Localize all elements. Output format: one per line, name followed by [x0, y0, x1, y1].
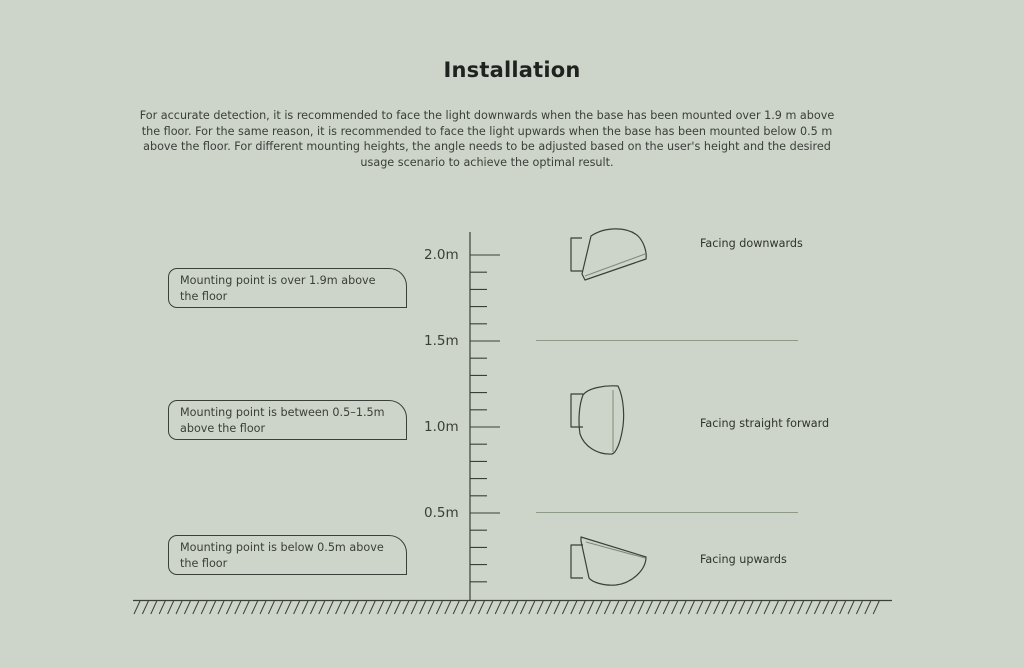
- page-title: Installation: [443, 58, 581, 82]
- floor-hatch-line: [529, 601, 535, 614]
- floor-hatch-line: [588, 601, 594, 614]
- floor-hatch-line: [193, 601, 199, 614]
- floor-hatch-line: [722, 601, 728, 614]
- floor-hatch-line: [798, 601, 804, 614]
- tick-label-1-5: 1.5m: [424, 333, 459, 349]
- floor-hatch-line: [705, 601, 711, 614]
- floor-hatch-line: [856, 601, 862, 614]
- floor-hatch-line: [663, 601, 669, 614]
- floor-hatch-line: [201, 601, 207, 614]
- floor-hatch-line: [537, 601, 543, 614]
- floor-hatch-line: [697, 601, 703, 614]
- floor-hatch-line: [554, 601, 560, 614]
- floor-hatch-line: [378, 601, 384, 614]
- caption-facing-downwards: Facing downwards: [700, 237, 803, 250]
- floor-hatch-line: [865, 601, 871, 614]
- floor-hatch-line: [453, 601, 459, 614]
- floor-hatch-line: [142, 601, 148, 614]
- floor-hatch-line: [487, 601, 493, 614]
- floor-hatch-line: [848, 601, 854, 614]
- floor-hatch-line: [310, 601, 316, 614]
- floor-hatch-line: [369, 601, 375, 614]
- floor-hatch-line: [184, 601, 190, 614]
- callout-over-1-9m: Mounting point is over 1.9m above the floor: [168, 268, 407, 308]
- floor-hatch-line: [428, 601, 434, 614]
- floor-hatch-line: [420, 601, 426, 614]
- floor-hatch-line: [764, 601, 770, 614]
- floor-hatch-line: [621, 601, 627, 614]
- floor-hatch-line: [520, 601, 526, 614]
- floor-hatch-line: [285, 601, 291, 614]
- floor-hatch-line: [210, 601, 216, 614]
- floor-hatch-line: [814, 601, 820, 614]
- floor-hatch-line: [361, 601, 367, 614]
- floor-hatch-line: [672, 601, 678, 614]
- floor-hatch-line: [436, 601, 442, 614]
- floor-hatch-line: [873, 601, 879, 614]
- lamp-facing-down-icon: [571, 229, 646, 280]
- floor-hatch-line: [789, 601, 795, 614]
- floor-hatch-line: [327, 601, 333, 614]
- floor-hatch-line: [218, 601, 224, 614]
- floor-hatch-line: [344, 601, 350, 614]
- floor-hatch-line: [655, 601, 661, 614]
- floor-hatch-line: [756, 601, 762, 614]
- floor-hatch-line: [403, 601, 409, 614]
- floor-hatch-line: [840, 601, 846, 614]
- floor-hatch-line: [772, 601, 778, 614]
- callout-below-0-5m: Mounting point is below 0.5m above the floor: [168, 535, 407, 575]
- tick-label-2-0: 2.0m: [424, 247, 459, 263]
- floor-hatch-line: [546, 601, 552, 614]
- floor-hatch-line: [747, 601, 753, 614]
- floor-hatch-line: [562, 601, 568, 614]
- floor-hatch-line: [277, 601, 283, 614]
- callout-between-0-5-1-5m: Mounting point is between 0.5–1.5m above the floor: [168, 400, 407, 440]
- floor-hatch-line: [235, 601, 241, 614]
- floor-hatch-line: [394, 601, 400, 614]
- floor-hatch-line: [781, 601, 787, 614]
- floor-hatch-line: [226, 601, 232, 614]
- floor-hatch-line: [470, 601, 476, 614]
- floor-hatch-line: [478, 601, 484, 614]
- floor-hatch-line: [319, 601, 325, 614]
- floor-hatch-line: [646, 601, 652, 614]
- floor-hatch-line: [151, 601, 157, 614]
- floor-hatch-line: [730, 601, 736, 614]
- floor-hatch-line: [268, 601, 274, 614]
- floor-hatch-line: [806, 601, 812, 614]
- floor-hatch-line: [823, 601, 829, 614]
- floor-hatch-line: [260, 601, 266, 614]
- floor-hatch-line: [596, 601, 602, 614]
- floor-hatch-line: [411, 601, 417, 614]
- floor-hatch-line: [252, 601, 258, 614]
- floor-hatch-line: [714, 601, 720, 614]
- floor-hatch-line: [386, 601, 392, 614]
- floor-hatch-line: [294, 601, 300, 614]
- floor-hatch-line: [638, 601, 644, 614]
- floor-hatch-line: [680, 601, 686, 614]
- floor-hatch-line: [630, 601, 636, 614]
- floor-hatching: [134, 601, 879, 614]
- lamp-facing-forward-icon: [571, 386, 624, 454]
- floor-hatch-line: [831, 601, 837, 614]
- floor-hatch-line: [462, 601, 468, 614]
- tick-label-0-5: 0.5m: [424, 505, 459, 521]
- floor-hatch-line: [579, 601, 585, 614]
- floor-hatch-line: [134, 601, 140, 614]
- ruler-ticks: [470, 255, 500, 582]
- floor-hatch-line: [571, 601, 577, 614]
- floor-hatch-line: [512, 601, 518, 614]
- floor-hatch-line: [445, 601, 451, 614]
- floor-hatch-line: [613, 601, 619, 614]
- intro-paragraph: For accurate detection, it is recommended to face the light downwards when the base has been mounted over 1.9 m above the floor. For the same reason, it is recommended to face the light upwards when the base has been mounted below 0.5 m above the floor. For different mounting heights, the angle needs to be adjusted based on the user's height and the desired usage scenario to achieve the optimal result.: [139, 109, 835, 169]
- floor-hatch-line: [176, 601, 182, 614]
- floor-hatch-line: [336, 601, 342, 614]
- floor-hatch-line: [688, 601, 694, 614]
- floor-hatch-line: [604, 601, 610, 614]
- floor-hatch-line: [495, 601, 501, 614]
- lamp-facing-up-icon: [571, 537, 646, 585]
- floor-hatch-line: [739, 601, 745, 614]
- caption-facing-forward: Facing straight forward: [700, 417, 830, 430]
- floor-hatch-line: [243, 601, 249, 614]
- floor-hatch-line: [302, 601, 308, 614]
- tick-label-1-0: 1.0m: [424, 419, 459, 435]
- floor-hatch-line: [352, 601, 358, 614]
- floor-hatch-line: [159, 601, 165, 614]
- floor-hatch-line: [504, 601, 510, 614]
- caption-facing-upwards: Facing upwards: [700, 553, 787, 566]
- floor-hatch-line: [168, 601, 174, 614]
